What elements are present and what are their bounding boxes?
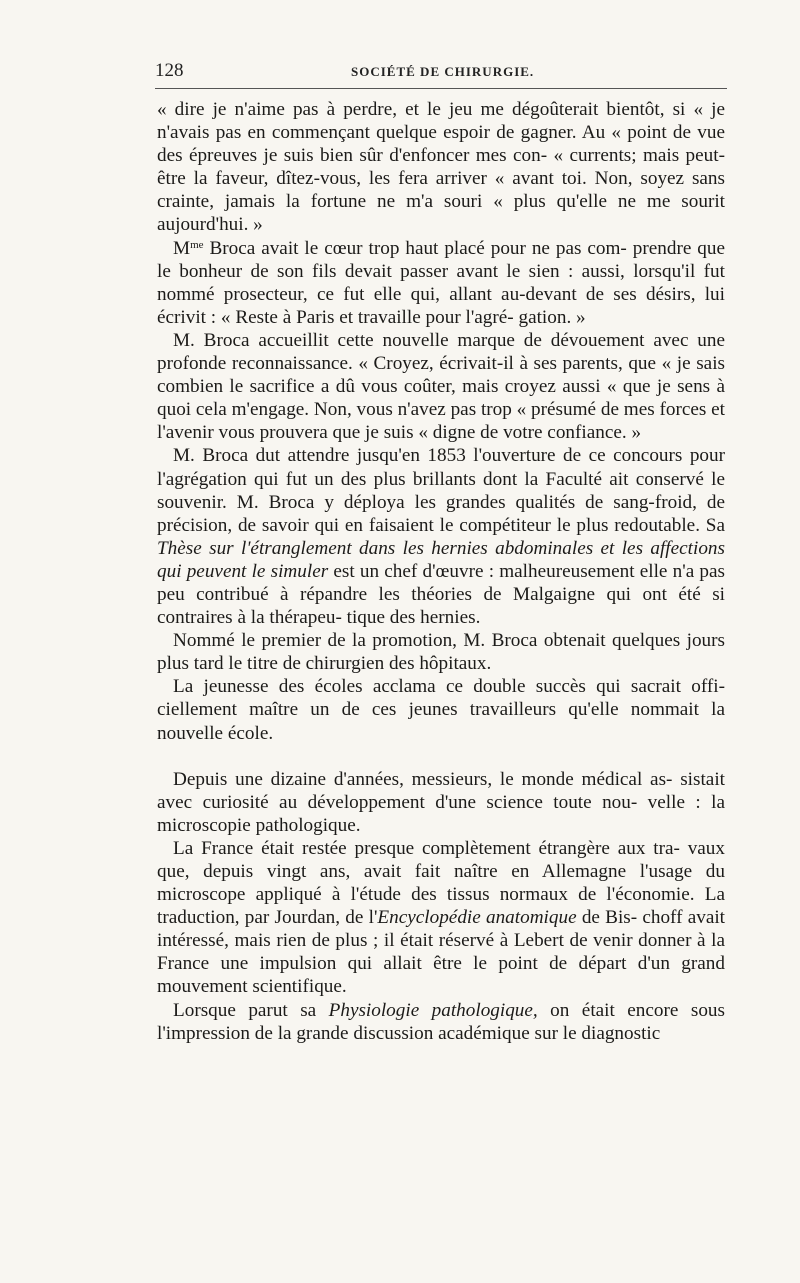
text-run: La France était restée presque complètement étrangère aux tra- vaux que, depuis vingt ans, avait fait naître en Allemagne l'usage du microscope appliqué à l'étude des tissus normaux de l'économie. La traduction, par Jourdan, de l' xyxy=(157,837,725,929)
text-run: Nommé le premier de la promotion, M. Broca obtenait quelques jours plus tard le titre de chirurgien des hôpitaux. xyxy=(157,630,725,675)
paragraph xyxy=(157,629,725,675)
text-run: Lorsque parut sa xyxy=(173,999,329,1021)
paragraph xyxy=(157,329,725,444)
text-run: La jeunesse des écoles acclama ce double succès qui sacrait offi- ciellement maître un de ces jeunes travailleurs qu'elle nommait la nouvelle école. xyxy=(157,676,725,744)
paragraph xyxy=(157,237,725,329)
paragraph xyxy=(157,768,725,837)
text-run: on était encore sous l'impression de la grande discussion académique sur le diagnostic xyxy=(157,999,725,1044)
italic-title: Encyclopédie anatomique xyxy=(377,907,577,929)
paragraph xyxy=(157,98,725,237)
running-header xyxy=(155,58,727,84)
body-text xyxy=(157,98,725,1045)
text-run: M. Broca accueillit cette nouvelle marque de dévouement avec une profonde reconnaissance. « Croyez, écrivait-il à ses parents, que « je sais combien le sacrifice a dû vous coûter, mais croyez aussi « que je sens à quoi cela m'engage. Non, vous n'avez pas trop « présumé de mes forces et l'avenir vous prouvera que je suis « digne de votre confiance. » xyxy=(157,329,725,444)
paragraph xyxy=(157,999,725,1045)
paragraph xyxy=(157,444,725,629)
italic-title: Physiologie pathologique, xyxy=(328,999,538,1021)
text-run: M. Broca dut attendre jusqu'en 1853 l'ouverture de ce concours pour l'agrégation qui fut un des plus brillants dont la Faculté ait conservé le souvenir. M. Broca y déploya les grandes qualités de sang-froid, de précision, de savoir qui en faisaient le compétiteur le plus redoutable. Sa xyxy=(157,445,725,536)
italic-title: Thèse sur l'étranglement dans les hernies abdominales et les affections qui peuvent le simuler xyxy=(157,537,725,582)
text-run: Broca avait le cœur trop haut placé pour ne pas com- prendre que le bonheur de son fils devait passer avant le sien : aussi, lorsqu'il fut nommé prosecteur, ce fut elle qui, allant au-devant de ses désirs, lui écrivit : « Reste à Paris et travaille pour l'agré- gation. » xyxy=(157,237,725,328)
text-run: de Bis- choff avait intéressé, mais rien de plus ; il était réservé à Lebert de venir donner à la France une impulsion qui allait être le point de départ d'un grand mouvement scientifique. xyxy=(157,907,726,998)
header-rule xyxy=(155,88,727,89)
running-title: SOCIÉTÉ DE CHIRURGIE. xyxy=(351,64,535,79)
text-run: est un chef d'œuvre : malheureusement elle n'a pas peu contribué à répandre les théories de Malgaigne qui ont été si contraires à la thérapeu- tique des hernies. xyxy=(157,560,725,629)
superscript-text: me xyxy=(190,238,204,251)
text-run: « dire je n'aime pas à perdre, et le jeu me dégoûterait bientôt, si « je n'avais pas en commençant quelque espoir de gagner. Au « point de vue des épreuves je suis bien sûr d'enfoncer mes con- « currents; mais peut-être la faveur, dîtez-vous, les fera arriver « avant toi. Non, soyez sans crainte, jamais la fortune ne m'a souri « plus qu'elle ne me sourit aujourd'hui. » xyxy=(157,99,725,236)
paragraph xyxy=(157,675,725,744)
paragraph xyxy=(157,837,725,999)
text-run: Depuis une dizaine d'années, messieurs, le monde médical as- sistait avec curiosité au développement d'une science toute nou- velle : la microscopie pathologique. xyxy=(157,768,725,836)
text-run: M xyxy=(173,237,191,259)
page-number: 128 xyxy=(155,60,184,81)
